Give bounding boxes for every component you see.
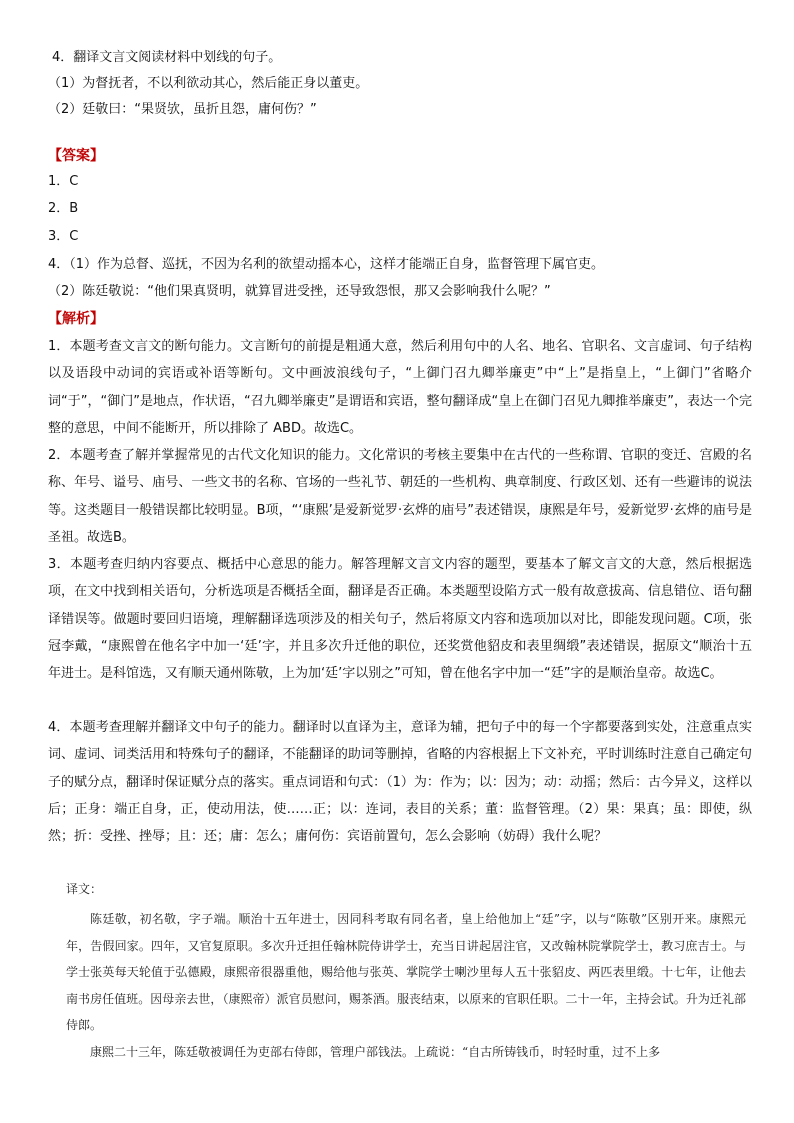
answer-heading: 【答案】 — [48, 148, 104, 164]
question-4-prompt: 4．翻译文言文阅读材料中划线的句子。 — [52, 50, 282, 65]
answer-1: 1．C — [48, 174, 79, 189]
translation-paragraph-1: 陈廷敬，初名敬，字子端。顺治十五年进士，因同科考取有同名者，皇上给他加上“廷”字，以与“陈敬”区别开来。康熙元年，告假回家。四年，又官复原职。多次升迁担任翰林院侍讲学士，充当日讲起居注官，又改翰林院掌院学士，教习庶吉士。与学士张英每天轮值于弘德殿，康熙帝很器重他，赐给他与张英、掌院学士喇沙里每人五十张貂皮、两匹表里缎。十七年，让他去南书房任值班。因母亲去世，（康熙帝）派官员慰问，赐茶酒。服丧结束，以原来的官职任职。二十一年，主持会试。升为迁礼部侍郎。 — [66, 912, 746, 1032]
answer-2: 2．B — [48, 201, 79, 216]
analysis-paragraph-4: 4．本题考查理解并翻译文中句子的能力。翻译时以直译为主，意译为辅，把句子中的每一个字都要落到实处，注意重点实词、虚词、词类活用和特殊句子的翻译，不能翻译的助词等删掉，省略的内容根据上下文补充，平时训练时注意自己确定句子的赋分点，翻译时保证赋分点的落实。重点词语和句式：（1）为：作为；以：因为；动：动摇；然后：古今异义，这样以后；正身：端正自身，正，使动用法，使……正；以：连词，表目的关系；董：监督管理。（2）果：果真；虽：即使，纵然；折：受挫、挫辱；且：还；庸：怎么；庸何伤：宾语前置句，怎么会影响（妨碍）我什么呢？ — [48, 720, 752, 845]
answer-4-part-2: （2）陈廷敬说：“他们果真贤明，就算冒进受挫，还导致怨恨，那又会影响我什么呢？” — [48, 284, 551, 299]
analysis-paragraph-3: 3．本题考查归纳内容要点、概括中心意思的能力。解答理解文言文内容的题型，要基本了解文言文的大意，然后根据选项，在文中找到相关语句，分析选项是否概括全面，翻译是否正确。本类题型设陷方式一般有故意拔高、信息错位、语句翻译错误等。做题时要回归语境，理解翻译选项涉及的相关句子，然后将原文内容和选项加以对比，即能发现问题。C项，张冠李戴，“康熙曾在他名字中加一‘廷’字，并且多次升迁他的职位，还奖赏他貂皮和表里绸缎”表述错误，据原文“顺治十五年进士。是科馆选，又有顺天通州陈敬，上为加‘廷’字以别之”可知，曾在他名字中加一“廷”字的是顺治皇帝。故选C。 — [48, 557, 752, 682]
analysis-paragraph-2: 2．本题考查了解并掌握常见的古代文化知识的能力。文化常识的考核主要集中在古代的一些称谓、官职的变迁、宫殿的名称、年号、谥号、庙号、一些文书的名称、官场的一些礼节、朝廷的一些机构、典章制度、行政区划、还有一些避讳的说法等。这类题目一般错误都比较明显。B项，“‘康熙’是爱新觉罗·玄烨的庙号”表述错误，康熙是年号，爱新觉罗·玄烨的庙号是圣祖。故选B。 — [48, 448, 752, 545]
analysis-paragraph-1: 1．本题考查文言文的断句能力。文言断句的前提是粗通大意，然后利用句中的人名、地名、官职名、文言虚词、句子结构以及语段中动词的宾语或补语等断句。文中画波浪线句子，“上御门召九卿举廉吏”中“上”是指皇上，“上御门”省略介词“于”，“御门”是地点，作状语，“召九卿举廉吏”是谓语和宾语，整句翻译成“皇上在御门召见九卿推举廉吏”，表达一个完整的意思，中间不能断开，所以排除了 ABD。故选C。 — [48, 339, 752, 436]
answer-3: 3．C — [48, 229, 79, 244]
translation-label: 译文： — [66, 882, 103, 896]
answer-4-part-1: 4．（1）作为总督、巡抚，不因为名利的欲望动摇本心，这样才能端正自身，监督管理下属官吏。 — [48, 257, 605, 272]
translation-paragraph-2: 康熙二十三年，陈廷敬被调任为吏部右侍郎，管理户部钱法。上疏说：“自古所铸钱币，时轻时重，过不上多 — [90, 1045, 661, 1059]
question-4-item-1: （1）为督抚者，不以利欲动其心，然后能正身以董吏。 — [48, 76, 369, 91]
analysis-heading: 【解析】 — [48, 311, 104, 327]
question-4-item-2: （2）廷敬曰：“果贤欤，虽折且怨，庸何伤？” — [48, 102, 317, 117]
